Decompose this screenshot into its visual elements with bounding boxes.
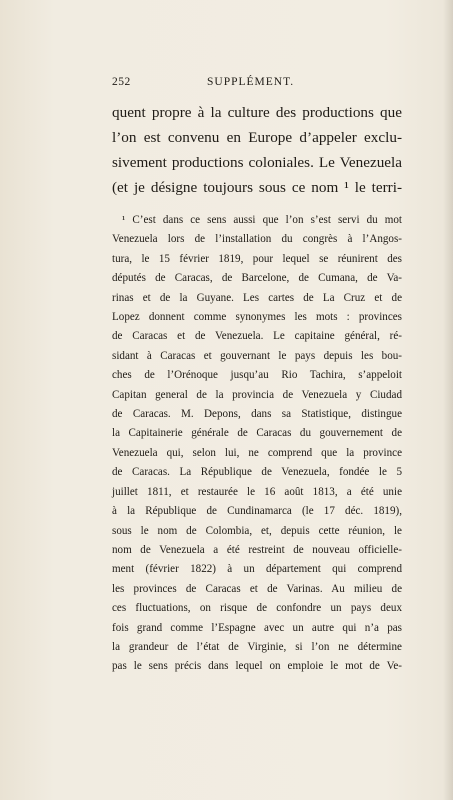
footnote-line: rinas et de la Guyane. Les cartes de La Cruz et de bbox=[112, 291, 402, 304]
footnote-line: Venezuela lors de l’installation du congrès à l’Angos- bbox=[112, 233, 402, 246]
footnote-line: les provinces de Caracas et de Varinas. Au milieu de bbox=[112, 582, 402, 595]
footnote-line: Capitan general de la provincia de Venezuela y Ciudad bbox=[112, 388, 402, 401]
footnote-line: ¹ C’est dans ce sens aussi que l’on s’est servi du mot bbox=[122, 214, 402, 226]
footnote-line: ment (février 1822) à un département qui comprend bbox=[112, 563, 402, 576]
footnote-line: députés de Caracas, de Barcelone, de Cumana, de Va- bbox=[112, 272, 402, 285]
page-number: 252 bbox=[112, 76, 131, 88]
main-text bbox=[112, 100, 402, 200]
footnote-line: fois grand comme l’Espagne avec un autre qui n’a pas bbox=[112, 621, 402, 634]
footnote-line: la grandeur de l’état de Virginie, si l’on ne détermine bbox=[112, 640, 402, 653]
footnote-line: tura, le 15 février 1819, pour lequel se réunirent des bbox=[112, 252, 402, 265]
body-line: (et je désigne toujours sous ce nom ¹ le terri- bbox=[112, 179, 402, 196]
footnote-line: juillet 1811, et restaurée le 16 août 1813, a été unie bbox=[112, 485, 402, 498]
running-head: SUPPLÉMENT. bbox=[207, 76, 295, 88]
footnote-line: ces fluctuations, on risque de confondre un pays deux bbox=[112, 602, 402, 615]
footnote-line: ches de l’Orénoque jusqu’au Rio Tachira, s’appeloit bbox=[112, 369, 402, 382]
footnote-line: Lopez donnent comme synonymes les mots : provinces bbox=[112, 311, 402, 324]
body-line: quent propre à la culture des productions que bbox=[112, 104, 402, 121]
footnote-line: sidant à Caracas et gouvernant le pays depuis les bou- bbox=[112, 349, 402, 362]
page-edge-shadow bbox=[443, 0, 453, 800]
footnote bbox=[112, 211, 402, 677]
footnote-line: la Capitainerie générale de Caracas du gouvernement de bbox=[112, 427, 402, 440]
footnote-line: nom de Venezuela a été restreint de nouveau officielle- bbox=[112, 543, 402, 556]
footnote-line: de Caracas. M. Depons, dans sa Statistique, distingue bbox=[112, 408, 402, 421]
footnote-line: pas le sens précis dans lequel on emploie le mot de Ve- bbox=[112, 660, 402, 673]
footnote-line: à la République de Cundinamarca (le 17 déc. 1819), bbox=[112, 505, 402, 518]
body-line: l’on est convenu en Europe d’appeler exclu- bbox=[112, 129, 402, 146]
body-line: sivement productions coloniales. Le Venezuela bbox=[112, 154, 402, 171]
footnote-line: sous le nom de Colombia, et, depuis cette réunion, le bbox=[112, 524, 402, 537]
page-header bbox=[112, 76, 402, 92]
footnote-line: de Caracas et de Venezuela. Le capitaine général, ré- bbox=[112, 330, 402, 343]
footnote-line: de Caracas. La République de Venezuela, fondée le 5 bbox=[112, 466, 402, 479]
footnote-line: Venezuela qui, selon lui, ne comprend que la province bbox=[112, 446, 402, 459]
